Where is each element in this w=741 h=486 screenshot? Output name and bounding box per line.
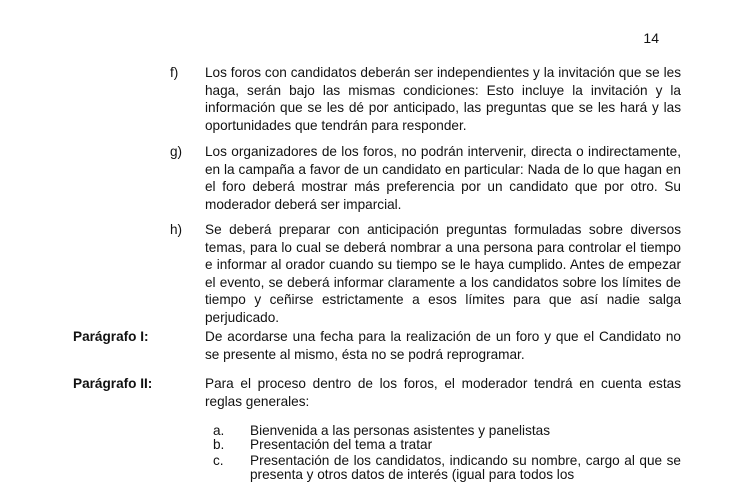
sub-item-text: Presentación de los candidatos, indicando su nombre, cargo al que se presenta y otros datos de interés (igual para todos los bbox=[250, 453, 681, 482]
item-label: g) bbox=[170, 144, 183, 159]
paragraph-text: De acordarse una fecha para la realización de un foro y que el Candidato no se presente al mismo, ésta no se podrá reprogramar. bbox=[205, 329, 681, 362]
sub-item-label: a. bbox=[213, 423, 225, 438]
item-label: h) bbox=[170, 222, 183, 237]
item-text: Se deberá preparar con anticipación preguntas formuladas sobre diversos temas, para lo cual se deberá nombrar a una persona para controlar el tiempo e informar al orador cuando su tiempo se le haya cumplido. Antes de empezar el evento, se deberá informar claramente a los candidatos sobre los límites de tiempo y ceñirse estrictamente a esos límites para que así nadie salga perjudicado. bbox=[205, 222, 681, 325]
item-label: f) bbox=[170, 65, 179, 80]
paragraph-text: Para el proceso dentro de los foros, el moderador tendrá en cuenta estas reglas generales: bbox=[205, 376, 681, 409]
paragraph-label: Parágrafo I: bbox=[73, 329, 149, 344]
sub-item-label: c. bbox=[213, 453, 224, 468]
sub-item-text: Bienvenida a las personas asistentes y panelistas bbox=[250, 423, 550, 438]
item-text: Los organizadores de los foros, no podrán intervenir, directa o indirectamente, en la campaña a favor de un candidato en particular: Nada de lo que hagan en el foro deberá mostrar más preferencia por un candidato que por otro. Su moderador deberá ser imparcial. bbox=[205, 144, 681, 212]
sub-item-label: b. bbox=[213, 437, 225, 452]
sub-item-text: Presentación del tema a tratar bbox=[250, 437, 433, 452]
page-number: 14 bbox=[643, 30, 659, 46]
paragraph-label: Parágrafo II: bbox=[73, 376, 153, 391]
item-text: Los foros con candidatos deberán ser independientes y la invitación que se les haga, serán bajo las mismas condiciones: Esto incluye la invitación y la información que se les dé por anticipado, las preguntas que se les hará y las oportunidades que tendrán para responder. bbox=[205, 65, 681, 133]
